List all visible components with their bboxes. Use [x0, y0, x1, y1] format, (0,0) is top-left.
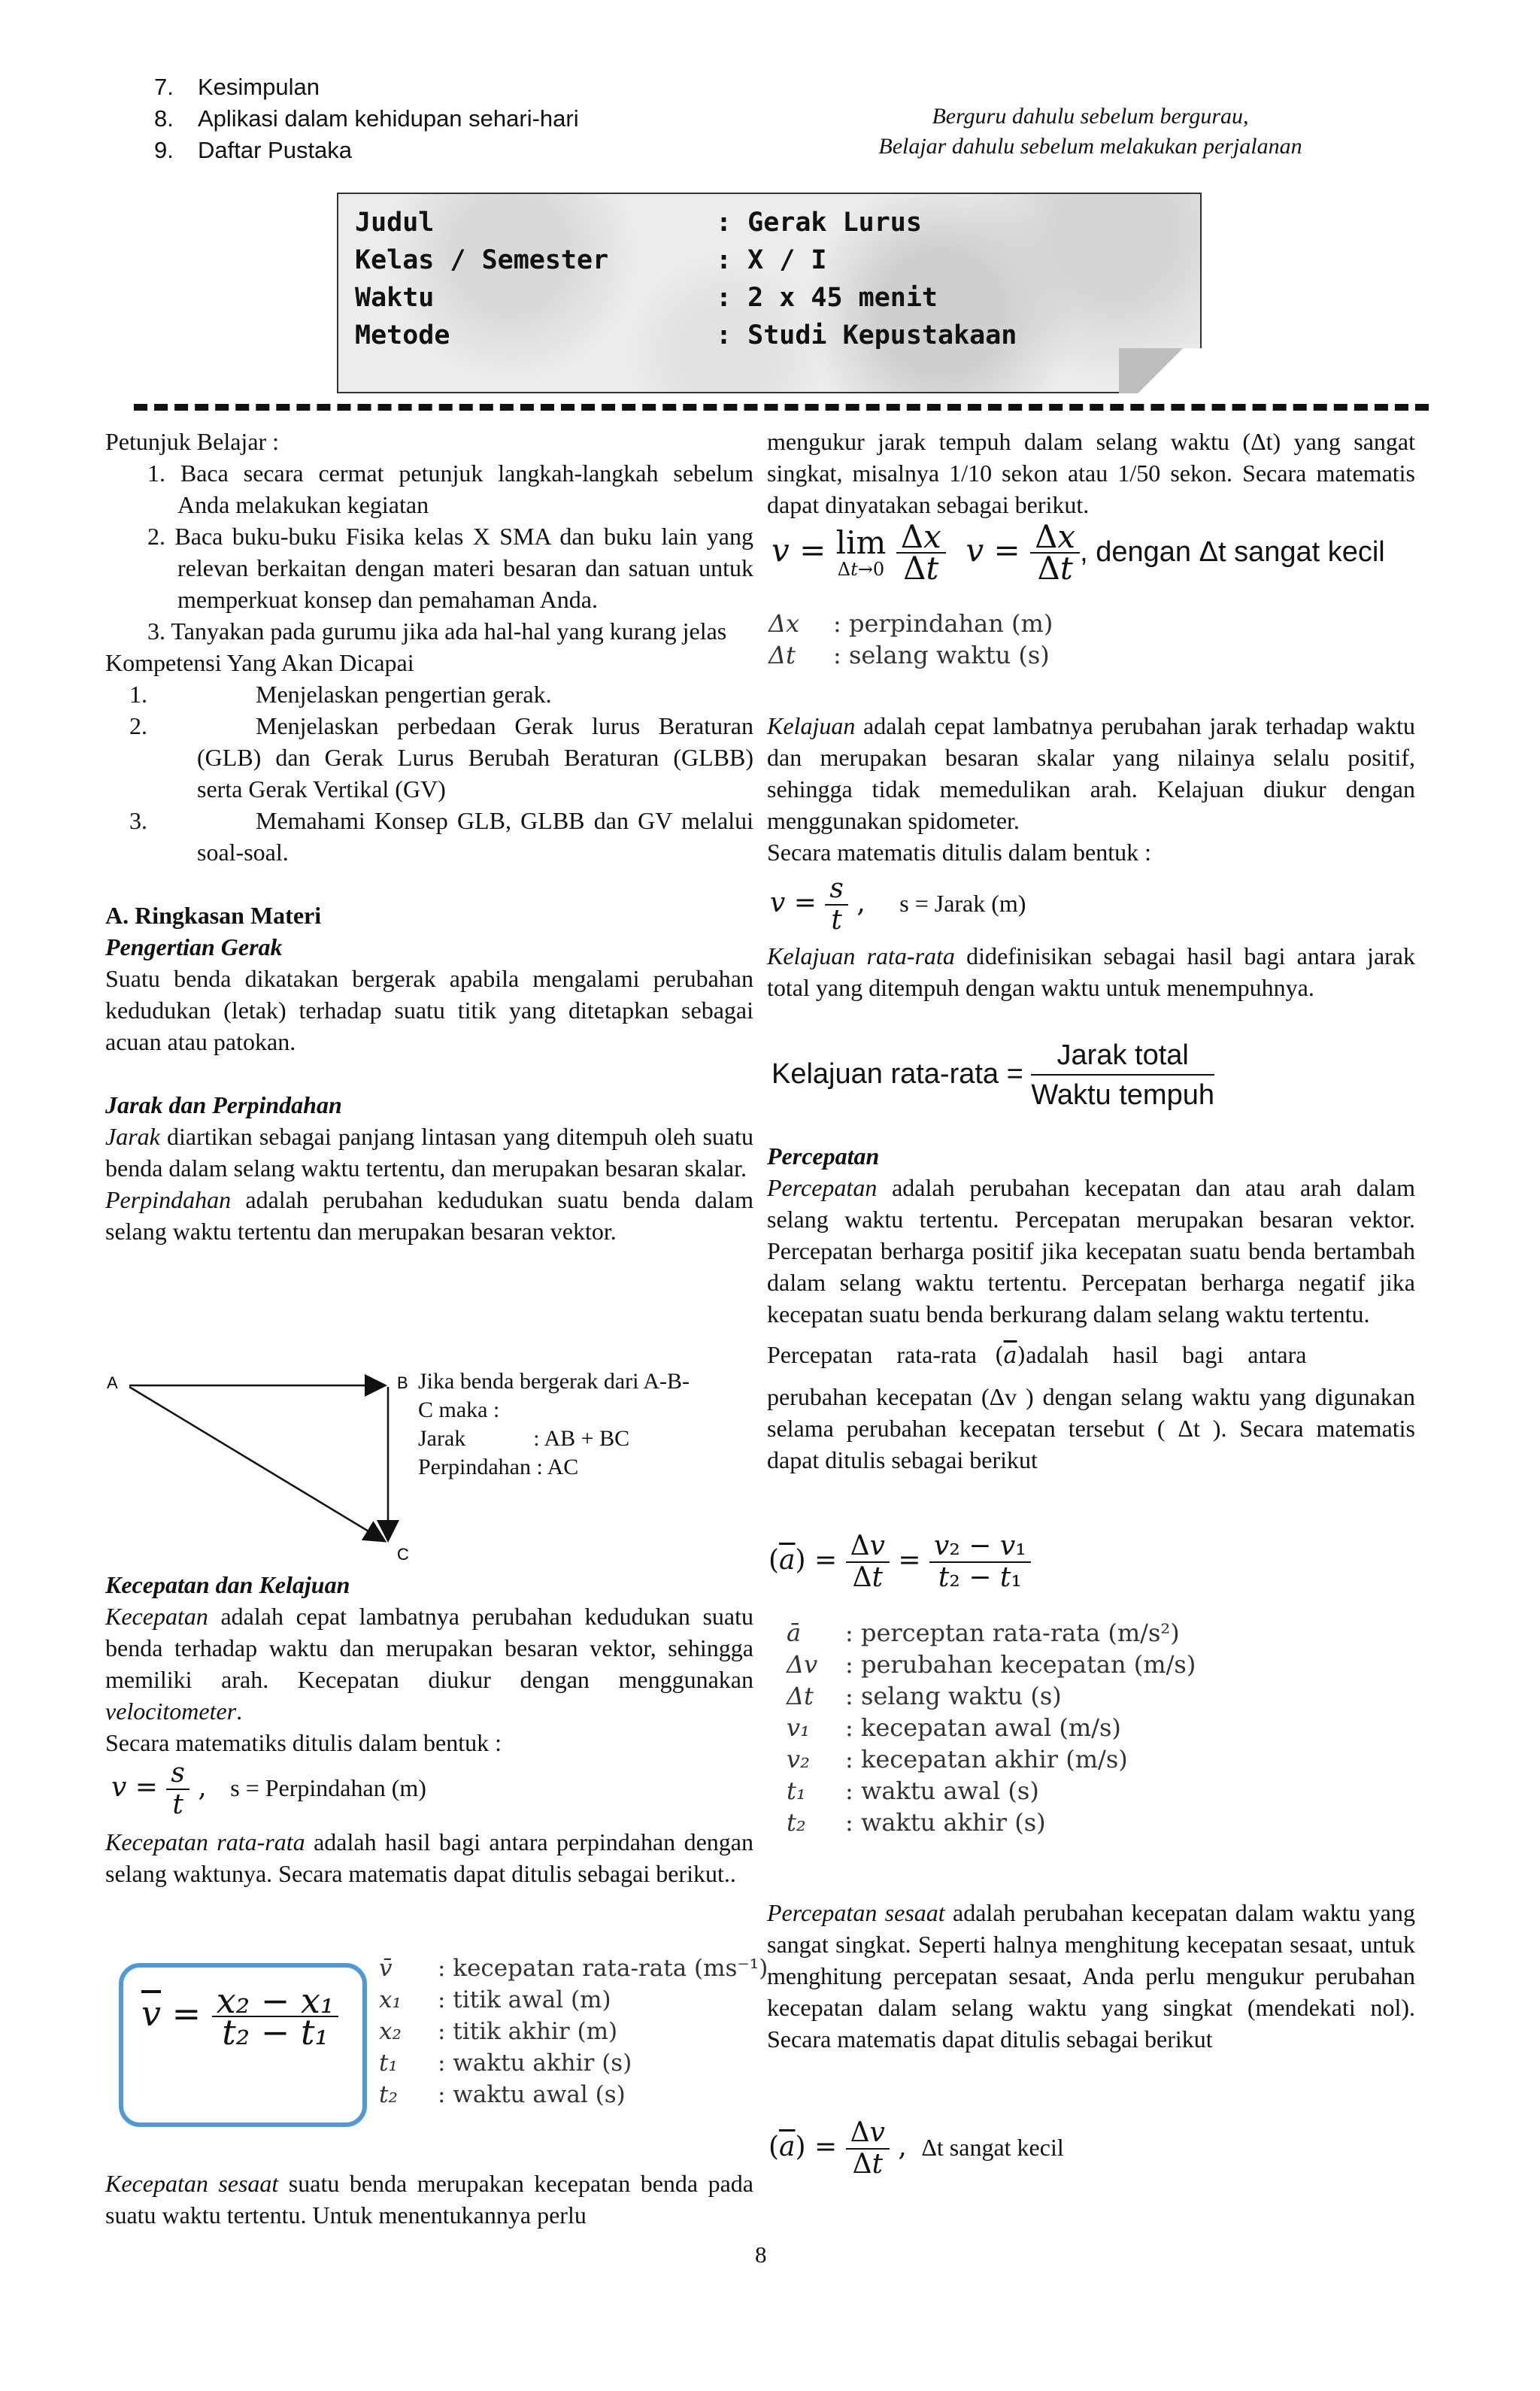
legend-row: x₁ : titik awal (m)	[379, 1986, 611, 2013]
paragraph: perubahan kecepatan (Δv ) dengan selang waktu yang digunakan selama perubahan kecepatan tersebut ( Δt ). Secara matematis dapat ditulis sebagai berikut	[767, 1383, 1415, 1473]
subheading: Jarak dan Perpindahan	[105, 1091, 342, 1118]
legend-row: t₂ : waktu akhir (s)	[787, 1808, 1046, 1837]
speed-formula: v = $\frac{s}{t}$ , s = Jarak (m)	[770, 873, 1026, 936]
right-column-4	[767, 1140, 1415, 1476]
paragraph: Secara matematis ditulis dalam bentuk :	[767, 839, 1151, 866]
paragraph: Perpindahan adalah perubahan kedudukan suatu benda dalam selang waktu tertentu dan merupakan besaran vektor.	[105, 1186, 753, 1245]
section-heading: A. Ringkasan Materi	[105, 902, 322, 929]
instant-velocity-legend	[768, 608, 1053, 671]
displacement-diagram	[105, 1372, 421, 1567]
instant-acceleration-formula: $(\overline{a})$ = $\frac{\Delta v}{\Delta t}$ , Δt sangat kecil	[768, 2117, 1064, 2180]
kompetensi-item: 3. Memahami Konsep GLB, GLBB dan GV melalui soal-soal.	[129, 807, 753, 866]
page-number: 8	[755, 2241, 767, 2268]
subheading: Percepatan	[767, 1142, 880, 1170]
right-column-3	[767, 940, 1415, 1003]
legend-row: Δt : selang waktu (s)	[787, 1682, 1062, 1710]
petunjuk-item: 3. Tanyakan pada gurumu jika ada hal-hal yang kurang jelas	[147, 617, 727, 645]
left-column	[105, 426, 753, 1247]
list-item: 8. Aplikasi dalam kehidupan sehari-hari	[154, 105, 579, 132]
point-a-label: A	[107, 1373, 118, 1392]
avg-velocity-formula: $\overline{v}$ = $\frac{\text{x₂ − x₁}}{\text{t₂ − t₁}}$	[141, 1986, 338, 2047]
avg-speed-formula: Kelajuan rata-rata = $\frac{\text{Jarak total}}{\text{Waktu tempuh}}$	[772, 1036, 1214, 1115]
paragraph: Kecepatan sesaat suatu benda merupakan kecepatan benda pada suatu waktu tertentu. Untuk menentukannya perlu	[105, 2170, 754, 2229]
legend-row: v₂ : kecepatan akhir (m/s)	[787, 1745, 1128, 1774]
paragraph: Jarak diartikan sebagai panjang lintasan yang ditempuh oleh suatu benda dalam selang waktu tertentu, dan merupakan besaran skalar.	[105, 1123, 753, 1182]
paragraph: mengukur jarak tempuh dalam selang waktu (Δt) yang sangat singkat, misalnya 1/10 sekon atau 1/50 sekon. Secara matematis dapat dinyatakan sebagai berikut.	[767, 428, 1415, 518]
motto	[827, 102, 1354, 162]
right-column-2	[767, 710, 1415, 868]
legend-row: Δt : selang waktu (s)	[768, 641, 1050, 669]
kompetensi-item: 1. Menjelaskan pengertian gerak.	[129, 681, 552, 708]
kompetensi-item: 2. Menjelaskan perbedaan Gerak lurus Beraturan (GLB) dan Gerak Lurus Berubah Beraturan (GLBB) serta Gerak Vertikal (GV)	[129, 712, 753, 803]
motto-line: Belajar dahulu sebelum melakukan perjalanan	[878, 134, 1302, 159]
divider	[134, 404, 1429, 411]
legend-row: Δv : perubahan kecepatan (m/s)	[787, 1650, 1196, 1679]
left-column-4	[105, 2168, 753, 2231]
list-item: 9. Daftar Pustaka	[154, 137, 353, 163]
paragraph: Percepatan adalah perubahan kecepatan dan atau arah dalam selang waktu tertentu. Percepatan merupakan besaran vektor. Percepatan berharga positif jika kecepatan suatu benda bertambah dalam selang waktu tertentu. Percepatan berharga negatif jika kecepatan suatu benda berkurang dalam selang waktu tertentu.	[767, 1174, 1415, 1327]
left-column-3	[105, 1826, 753, 1889]
legend-row: Δx : perpindahan (m)	[768, 609, 1053, 638]
paragraph: Kelajuan rata-rata didefinisikan sebagai hasil bagi antara jarak total yang ditempuh dengan waktu untuk menempuhnya.	[767, 942, 1416, 1001]
petunjuk-title: Petunjuk Belajar :	[105, 428, 280, 455]
info-box: Judul : Gerak Lurus Kelas / Semester : X / I Waktu : 2 x 45 menit Metode : Studi Kepustakaan	[337, 193, 1202, 393]
paragraph: Kelajuan adalah cepat lambatnya perubahan jarak terhadap waktu dan merupakan besaran skalar yang nilainya selalu positif, sehingga tidak memedulikan arah. Kelajuan diukur dengan menggunakan spidometer.	[767, 712, 1415, 834]
list-item: 7. Kesimpulan	[154, 74, 320, 100]
legend-row: ā : perceptan rata-rata (m/s²)	[787, 1619, 1180, 1647]
paragraph: Kecepatan adalah cepat lambatnya perubahan kedudukan suatu benda terhadap waktu dan merupakan besaran vektor, sehingga memiliki arah. Kecepatan diukur dengan menggunakan velocitometer.	[105, 1603, 753, 1725]
velocity-formula: v = $\frac{s}{t}$ , s = Perpindahan (m)	[111, 1758, 426, 1820]
legend-row: t₁ : waktu akhir (s)	[379, 2050, 632, 2077]
diagram-text: Perpindahan : AC	[418, 1455, 579, 1479]
acceleration-legend	[787, 1617, 1196, 1838]
diagram-text: Jarak : AB + BC	[418, 1426, 630, 1451]
avg-acceleration-formula: $(\overline{a})$ = $\frac{\Delta v}{\Delta t}$ = $\frac{\text{v₂ − v₁}}{\text{t₂ − t₁}}$	[768, 1531, 1031, 1593]
kompetensi-title: Kompetensi Yang Akan Dicapai	[105, 649, 414, 676]
diagram-text: C maka :	[418, 1397, 500, 1422]
legend-row: t₂ : waktu awal (s)	[379, 2081, 626, 2108]
right-column	[767, 426, 1415, 520]
paragraph: Percepatan rata-rata $(\overline{a})adalah$ hasil bagi antara	[767, 1341, 1307, 1369]
legend-row: t₁ : waktu awal (s)	[787, 1777, 1039, 1805]
subheading: Pengertian Gerak	[105, 933, 283, 960]
legend-row: v₁ : kecepatan awal (m/s)	[787, 1713, 1121, 1742]
right-column-5	[767, 1897, 1415, 2055]
point-c-label: C	[397, 1545, 409, 1564]
top-list	[154, 71, 579, 166]
page-curl	[1119, 348, 1202, 393]
paragraph: Kecepatan rata-rata adalah hasil bagi antara perpindahan dengan selang waktunya. Secara matematis dapat ditulis sebagai berikut..	[105, 1828, 753, 1887]
avg-velocity-legend	[379, 1953, 768, 2110]
petunjuk-item: 1. Baca secara cermat petunjuk langkah-langkah sebelum Anda melakukan kegiatan	[147, 460, 753, 518]
diagram-text: Jika benda bergerak dari A-B-	[418, 1369, 690, 1394]
paragraph: Percepatan sesaat adalah perubahan kecepatan dalam waktu yang sangat singkat. Seperti halnya menghitung kecepatan sesaat, untuk menghitung percepatan sesaat, Anda perlu mengukur perubahan kecepatan dalam selang waktu yang singkat (mendekati nol). Secara matematis dapat ditulis sebagai berikut	[767, 1899, 1416, 2053]
point-b-label: B	[397, 1373, 408, 1392]
petunjuk-item: 2. Baca buku-buku Fisika kelas X SMA dan buku lain yang relevan berkaitan dengan materi besaran dan satuan untuk memperkuat konsep dan pemahaman Anda.	[147, 523, 753, 613]
paragraph: Suatu benda dikatakan bergerak apabila mengalami perubahan kedudukan (letak) terhadap suatu titik yang ditetapkan sebagai acuan atau patokan.	[105, 965, 753, 1055]
segment-ac	[129, 1387, 383, 1540]
instant-velocity-formula: v = lim Δt→0 $\frac{\Delta x}{\Delta t}$ v = $\frac{\Delta x}{\Delta t}$ , dengan Δt sangat kecil	[772, 518, 1385, 587]
paragraph: Secara matematiks ditulis dalam bentuk :	[105, 1729, 502, 1756]
left-column-2	[105, 1569, 753, 1758]
legend-row: v̄ : kecepatan rata-rata (ms⁻¹)	[379, 1955, 768, 1982]
subheading: Kecepatan dan Kelajuan	[105, 1571, 350, 1598]
legend-row: x₂ : titik akhir (m)	[379, 2018, 618, 2045]
motto-line: Berguru dahulu sebelum bergurau,	[932, 104, 1249, 129]
diagram-description	[418, 1367, 690, 1482]
